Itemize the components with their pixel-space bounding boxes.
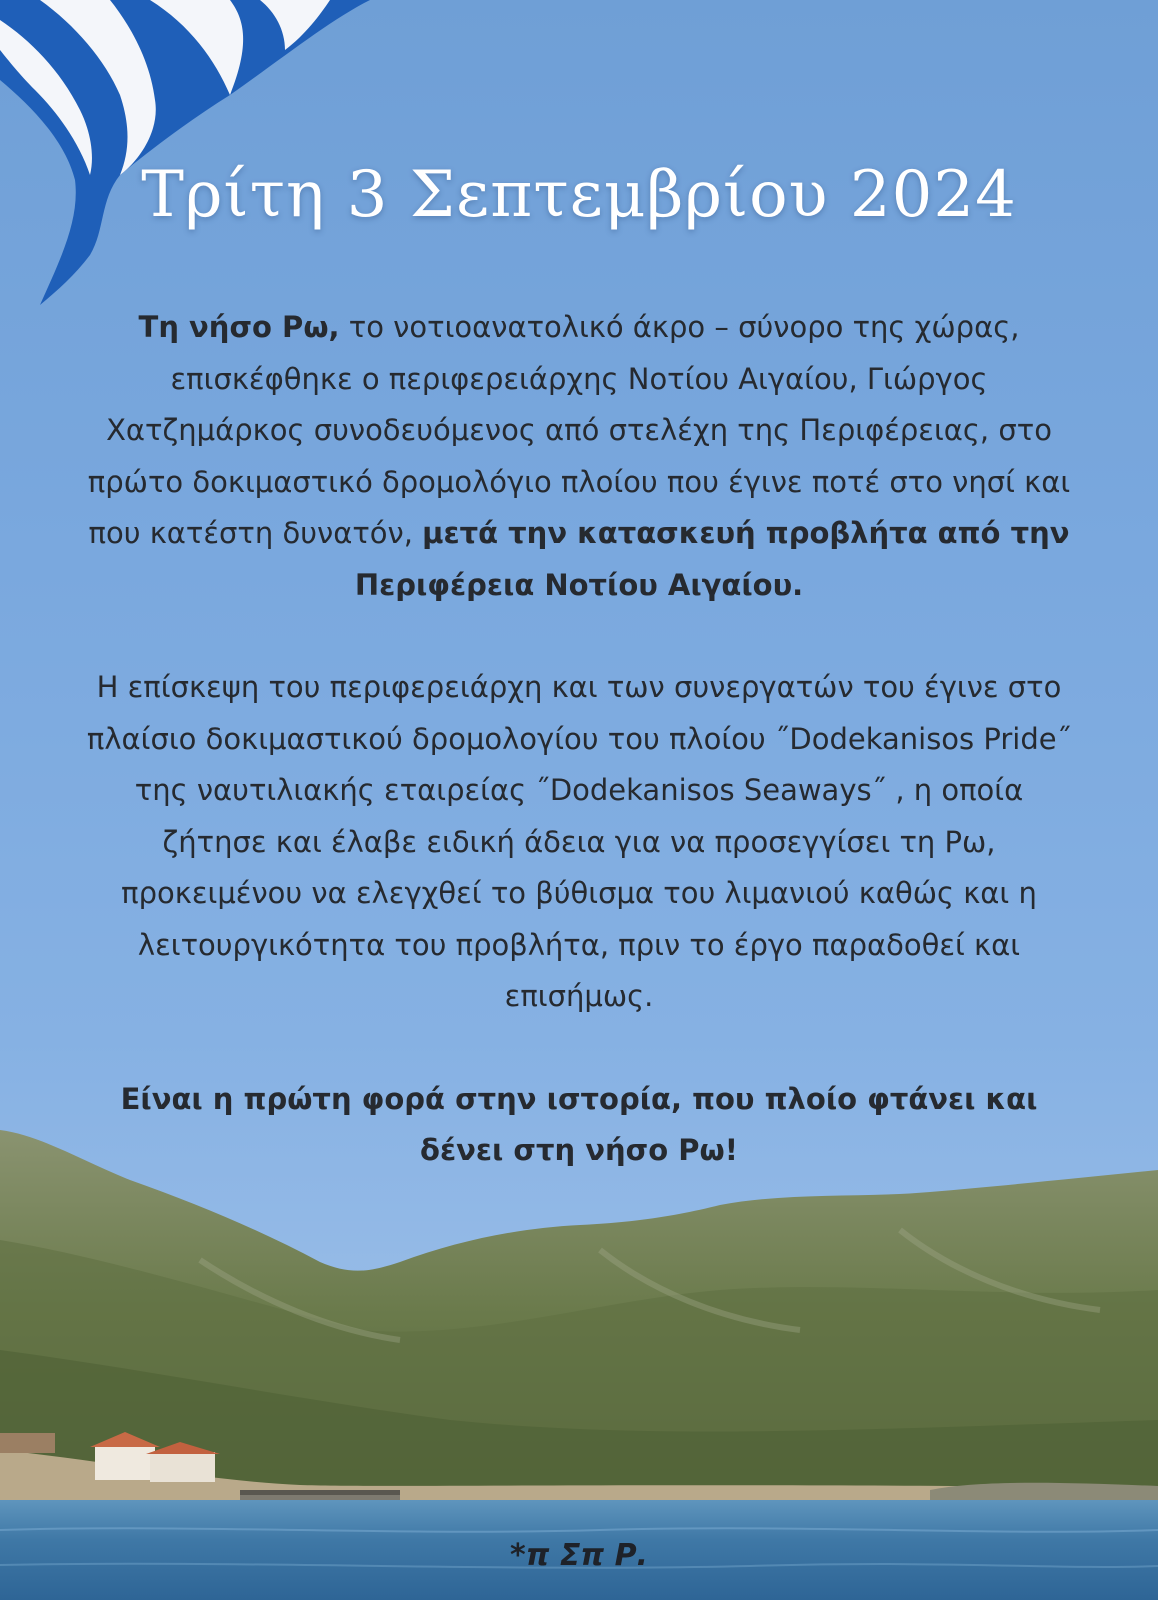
paragraph-intro <box>80 302 1078 611</box>
paragraph-visit: Η επίσκεψη του περιφερειάρχη και των συνεργατών του έγινε στο πλαίσιο δοκιμαστικού δρομολογίου του πλοίου ˝Dodekanisos Pride˝ της ναυτιλιακής εταιρείας ˝Dodekanisos Seaways˝ , η οποία ζήτησε και έλαβε ειδική άδεια για να προσεγγίσει τη Ρω, προκειμένου να ελεγχθεί το βύθισμα του λιμανιού καθώς και η λειτουργικότητα του προβλήτα, πριν το έργο παραδοθεί και επισήμως. <box>86 670 1072 1013</box>
bold-lead: Τη νήσο Ρω, <box>138 310 340 344</box>
greek-flag-icon <box>0 0 370 305</box>
highlight-text: Είναι η πρώτη φορά στην ιστορία, που πλοίο φτάνει και δένει στη νήσο Ρω! <box>120 1081 1038 1167</box>
paragraph-highlight <box>80 1074 1078 1177</box>
bold-tail: μετά την κατασκευή προβλήτα από την Περιφέρεια Νοτίου Αιγαίου. <box>354 516 1070 602</box>
article-body <box>80 302 1078 1177</box>
page-title: Τρίτη 3 Σεπτεμβρίου 2024 <box>141 158 1017 232</box>
intro-text: το νοτιοανατολικό άκρο – σύνορο της χώρας, επισκέφθηκε ο περιφερειάρχης Νοτίου Αιγαίου, Γιώργος Χατζημάρκος συνοδευόμενος από στελέχη της Περιφέρειας, στο πρώτο δοκιμαστικό δρομολόγιο πλοίου που έγινε ποτέ στο νησί και που κατέστη δυνατόν, <box>87 310 1071 550</box>
signature: *π Σπ Ρ. <box>510 1538 648 1573</box>
